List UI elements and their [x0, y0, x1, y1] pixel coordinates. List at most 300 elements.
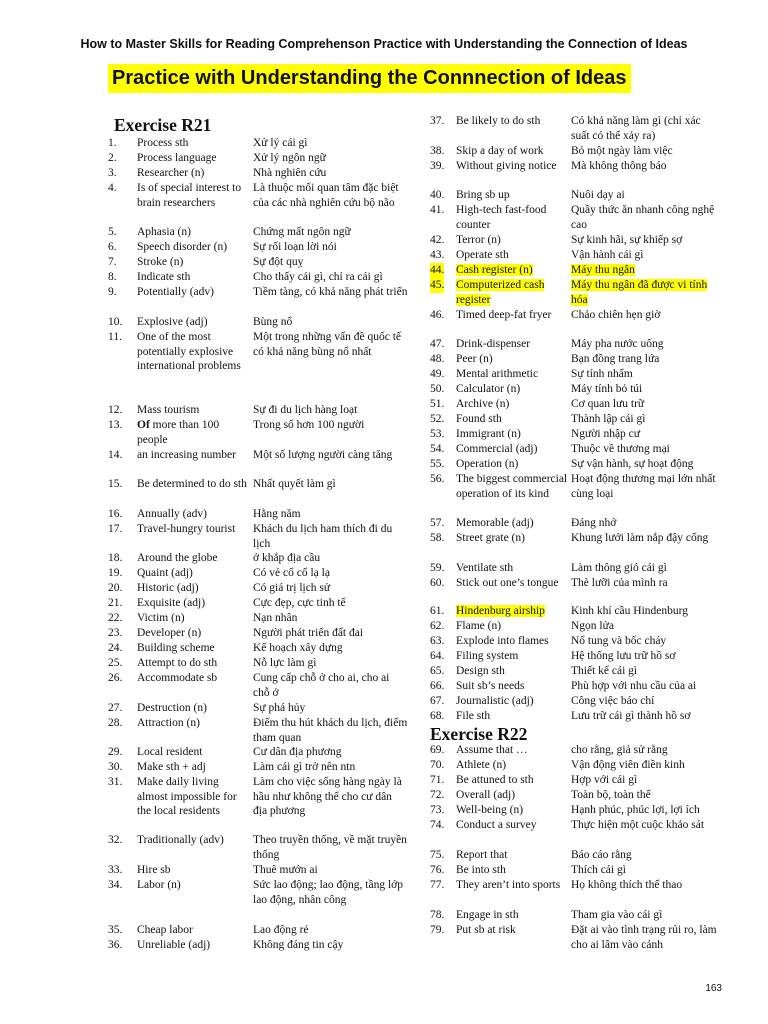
entry-meaning-text: Kinh khí cầu Hindenburg	[571, 605, 689, 617]
entry-number: 73.	[430, 804, 445, 816]
entry-meaning	[253, 477, 408, 492]
entry-number: 32.	[108, 834, 123, 846]
entry-meaning-text: Hạnh phúc, phúc lợi, lợi ích	[571, 804, 700, 816]
entry-term	[137, 671, 250, 686]
entry-term-text: Around the globe	[137, 552, 218, 564]
entry-meaning	[253, 878, 408, 907]
entry-meaning	[571, 576, 721, 591]
entry-number: 9.	[108, 286, 117, 298]
entry-number: 18.	[108, 552, 123, 564]
entry-term-text: Skip a day of work	[456, 145, 544, 157]
entry-term-text: Process language	[137, 152, 217, 164]
entry-term	[456, 248, 570, 263]
entry-number: 71.	[430, 774, 445, 786]
entry-term	[137, 315, 250, 330]
entry-term	[456, 188, 570, 203]
page-title: Practice with Understanding the Connnection of Ideas	[108, 64, 631, 93]
entry-term-text: High-tech fast-food counter	[456, 204, 547, 231]
entry-meaning	[253, 418, 408, 433]
entry-term-text: Terror (n)	[456, 234, 501, 246]
entry-number: 35.	[108, 924, 123, 936]
entry-term	[456, 159, 570, 174]
entry-number: 56.	[430, 473, 445, 485]
entry-meaning	[253, 566, 408, 581]
entry-term-text: Flame (n)	[456, 620, 502, 632]
entry-meaning-text: Điểm thu hút khách du lịch, điểm tham quan	[253, 717, 408, 744]
entry-meaning	[253, 507, 408, 522]
entry-meaning-text: Thích cái gì	[571, 864, 626, 876]
entry-meaning-text: Có giá trị lịch sử	[253, 582, 331, 594]
entry-meaning	[253, 151, 408, 166]
entry-term	[456, 144, 570, 159]
entry-term	[456, 649, 570, 664]
entry-term	[456, 561, 570, 576]
entry-meaning-text: Thuê mướn ai	[253, 864, 318, 876]
entry-term	[456, 576, 570, 591]
entry-term	[137, 701, 250, 716]
entry-meaning-text: Tham gia vào cái gì	[571, 909, 663, 921]
entry-meaning	[253, 938, 408, 953]
entry-meaning-text: Công việc báo chí	[571, 695, 655, 707]
entry-meaning	[571, 144, 721, 159]
entry-term-text: Explosive (adj)	[137, 316, 208, 328]
entry-term-text: Accommodate sb	[137, 672, 218, 684]
entry-number: 34.	[108, 879, 123, 891]
entry-term	[456, 604, 570, 619]
entry-term	[456, 531, 570, 546]
entry-term-text: Overall (adj)	[456, 789, 516, 801]
entry-term-text: Developer (n)	[137, 627, 202, 639]
entry-term	[456, 803, 570, 818]
entry-meaning	[571, 442, 721, 457]
entry-term-text: Athlete (n)	[456, 759, 507, 771]
entry-term	[137, 551, 250, 566]
entry-number: 24.	[108, 642, 123, 654]
entry-term-text: Speech disorder (n)	[137, 241, 228, 253]
entry-term-text: Attraction (n)	[137, 717, 200, 729]
entry-term	[456, 878, 570, 893]
entry-number: 47.	[430, 338, 445, 350]
entry-meaning-text: Nhà nghiên cứu	[253, 167, 327, 179]
entry-term-text: File sth	[456, 710, 491, 722]
entry-term-text: Process sth	[137, 137, 189, 149]
entry-term-text: Researcher (n)	[137, 167, 205, 179]
entry-term-text: Be likely to do sth	[456, 115, 541, 127]
entry-meaning	[571, 561, 721, 576]
entry-number: 59.	[430, 562, 445, 574]
entry-meaning-text: Làm cho việc sống hàng ngày là hầu như không thể cho cư dân địa phương	[253, 776, 402, 818]
entry-term	[456, 788, 570, 803]
entry-term	[137, 270, 250, 285]
entry-term-text: Make daily living almost impossible for the local residents	[137, 776, 237, 818]
entry-meaning	[571, 233, 721, 248]
entry-meaning	[253, 923, 408, 938]
entry-meaning-text: Phù hợp với nhu cầu của ai	[571, 680, 697, 692]
entry-meaning-text: Sự vận hành, sự hoạt động	[571, 458, 694, 470]
entry-term	[137, 596, 250, 611]
entry-term-text: Travel-hungry tourist	[137, 523, 236, 535]
entry-meaning-text: Đáng nhớ	[571, 517, 617, 529]
entry-term-text: Hindenburg airship	[456, 605, 545, 617]
entry-meaning-text: Vận hành cái gì	[571, 249, 644, 261]
entry-term-text: Cash register (n)	[456, 264, 533, 276]
entry-meaning	[253, 225, 408, 240]
entry-term	[456, 442, 570, 457]
entry-term	[137, 240, 250, 255]
entry-number: 48.	[430, 353, 445, 365]
entry-term-text: Local resident	[137, 746, 203, 758]
entry-number: 67.	[430, 695, 445, 707]
entry-number: 68.	[430, 710, 445, 722]
entry-number: 39.	[430, 160, 445, 172]
entry-term	[137, 878, 250, 893]
entry-meaning	[571, 248, 721, 263]
entry-term	[137, 403, 250, 418]
entry-meaning-text: Thuộc về thương mại	[571, 443, 670, 455]
entry-number: 23.	[108, 627, 123, 639]
entry-number: 29.	[108, 746, 123, 758]
entry-meaning-text: ở khắp địa cầu	[253, 552, 321, 564]
entry-term	[456, 863, 570, 878]
entry-term	[456, 278, 570, 307]
exercise-heading-r22: Exercise R22	[430, 724, 528, 744]
entry-meaning-text: Sự đi du lịch hàng loạt	[253, 404, 358, 416]
entry-meaning	[571, 382, 721, 397]
entry-term-text: Suit sb’s needs	[456, 680, 525, 692]
entry-term	[456, 308, 570, 323]
entry-number: 44.	[430, 264, 445, 276]
entry-meaning	[253, 671, 408, 700]
entry-meaning-text: Mà không thông báo	[571, 160, 667, 172]
entry-number: 14.	[108, 449, 123, 461]
entry-term	[456, 472, 570, 501]
entry-meaning-text: Thành lập cái gì	[571, 413, 646, 425]
entry-term-text: Stick out one’s tongue	[456, 577, 559, 589]
entry-term-text: Archive (n)	[456, 398, 510, 410]
entry-number: 52.	[430, 413, 445, 425]
entry-term	[137, 522, 250, 537]
entry-term	[137, 716, 250, 731]
entry-meaning-text: Bạn đồng trang lứa	[571, 353, 660, 365]
entry-term-text: Peer (n)	[456, 353, 493, 365]
page-number: 163	[705, 983, 722, 994]
entry-term	[456, 114, 570, 129]
entry-meaning-text: Sự rối loạn lời nói	[253, 241, 337, 253]
entry-meaning-text: Có vẻ cổ cổ lạ lạ	[253, 567, 330, 579]
entry-meaning-text: Sức lao động; lao động, tầng lớp lao động, nhân công	[253, 879, 403, 906]
entry-number: 4.	[108, 182, 117, 194]
entry-term-text: Labor (n)	[137, 879, 181, 891]
entry-meaning	[253, 181, 408, 210]
entry-term	[456, 619, 570, 634]
entry-number: 7.	[108, 256, 117, 268]
entry-term-text: Drink-dispenser	[456, 338, 531, 350]
entry-meaning	[253, 641, 408, 656]
entry-term	[137, 656, 250, 671]
entry-meaning-text: Nổ tung và bốc cháy	[571, 635, 667, 647]
entry-number: 62.	[430, 620, 445, 632]
entry-meaning-text: Hằng năm	[253, 508, 301, 520]
entry-meaning-text: Chảo chiên hẹn giờ	[571, 309, 661, 321]
entry-number: 72.	[430, 789, 445, 801]
entry-term-text: Computerized cash register	[456, 279, 545, 306]
entry-meaning	[253, 522, 408, 551]
entry-number: 19.	[108, 567, 123, 579]
entry-number: 63.	[430, 635, 445, 647]
entry-meaning	[253, 315, 408, 330]
entry-number: 8.	[108, 271, 117, 283]
entry-meaning	[571, 664, 721, 679]
entry-term	[456, 203, 570, 232]
entry-term-text: Report that	[456, 849, 508, 861]
entry-meaning-text: Làm thông gió cái gì	[571, 562, 667, 574]
entry-number: 40.	[430, 189, 445, 201]
entry-term-text: Attempt to do sth	[137, 657, 218, 669]
entry-term-text: Be attuned to sth	[456, 774, 534, 786]
entry-meaning	[253, 760, 408, 775]
entry-meaning	[571, 773, 721, 788]
entry-number: 79.	[430, 924, 445, 936]
entry-meaning	[571, 923, 721, 952]
entry-meaning-text: Họ không thích thể thao	[571, 879, 683, 891]
entry-meaning	[571, 531, 721, 546]
entry-meaning-text: Chứng mất ngôn ngữ	[253, 226, 351, 238]
entry-number: 28.	[108, 717, 123, 729]
entry-meaning	[571, 114, 721, 143]
entry-meaning	[571, 758, 721, 773]
entry-meaning	[571, 352, 721, 367]
entry-number: 42.	[430, 234, 445, 246]
entry-number: 5.	[108, 226, 117, 238]
entry-number: 41.	[430, 204, 445, 216]
entry-term-text: Immigrant (n)	[456, 428, 521, 440]
entry-meaning-text: Khung lưới làm nắp đậy cống	[571, 532, 709, 544]
entry-term	[456, 382, 570, 397]
entry-term	[137, 330, 250, 374]
entry-meaning	[253, 701, 408, 716]
entry-meaning	[571, 679, 721, 694]
entry-meaning-text: Máy pha nước uống	[571, 338, 664, 350]
entry-term-text: Operate sth	[456, 249, 509, 261]
entry-number: 16.	[108, 508, 123, 520]
entry-meaning	[571, 308, 721, 323]
entry-term-text: Stroke (n)	[137, 256, 184, 268]
entry-meaning	[571, 848, 721, 863]
entry-number: 77.	[430, 879, 445, 891]
entry-meaning-text: Cực đẹp, cực tinh tế	[253, 597, 346, 609]
entry-meaning-text: Sự kinh hãi, sự khiếp sợ	[571, 234, 683, 246]
entry-term	[456, 694, 570, 709]
entry-term-text: The biggest commercial operation of its kind	[456, 473, 568, 500]
entry-meaning-text: Hệ thống lưu trữ hồ sơ	[571, 650, 676, 662]
entry-meaning-text: Lao động rẻ	[253, 924, 309, 936]
entry-number: 10.	[108, 316, 123, 328]
entry-number: 30.	[108, 761, 123, 773]
entry-term-text: Without giving notice	[456, 160, 557, 172]
entry-term	[137, 581, 250, 596]
entry-meaning	[571, 457, 721, 472]
entry-meaning-text: Đặt ai vào tình trạng rủi ro, làm cho ai lâm vào cảnh	[571, 924, 717, 951]
entry-meaning	[253, 611, 408, 626]
entry-meaning-text: Sự đột quỵ	[253, 256, 304, 268]
entry-number: 22.	[108, 612, 123, 624]
entry-meaning	[253, 448, 408, 463]
entry-term-text: Is of special interest to brain researchers	[137, 182, 242, 209]
entry-term	[456, 337, 570, 352]
entry-meaning-text: Nhất quyết làm gì	[253, 478, 336, 490]
entry-meaning	[571, 803, 721, 818]
entry-number: 36.	[108, 939, 123, 951]
entry-term-text: Exquisite (adj)	[137, 597, 206, 609]
entry-meaning-text: Xử lý cái gì	[253, 137, 308, 149]
entry-meaning-text: Trong số hơn 100 người	[253, 419, 365, 431]
entry-term-text: Explode into flames	[456, 635, 549, 647]
entry-term	[456, 773, 570, 788]
entry-number: 64.	[430, 650, 445, 662]
entry-meaning	[571, 649, 721, 664]
entry-meaning	[571, 263, 721, 278]
entry-meaning	[253, 833, 408, 862]
entry-number: 12.	[108, 404, 123, 416]
entry-number: 3.	[108, 167, 117, 179]
entry-meaning	[253, 745, 408, 760]
entry-meaning	[253, 656, 408, 671]
entry-meaning	[571, 367, 721, 382]
entry-term	[456, 397, 570, 412]
entry-meaning-text: Không đáng tin cậy	[253, 939, 344, 951]
entry-meaning-text: Máy thu ngân đã được vi tính hóa	[571, 279, 708, 306]
entry-meaning-text: Một số lượng người càng tăng	[253, 449, 393, 461]
entry-term-text: an increasing number	[137, 449, 236, 461]
entry-term-text: Victim (n)	[137, 612, 185, 624]
entry-number: 26.	[108, 672, 123, 684]
entry-meaning	[571, 278, 721, 307]
entry-meaning-text: Toàn bộ, toàn thể	[571, 789, 651, 801]
entry-meaning-text: Cư dân địa phương	[253, 746, 342, 758]
entry-number: 57.	[430, 517, 445, 529]
running-header: How to Master Skills for Reading Comprehenson Practice with Understanding the Connection of Ideas	[80, 37, 688, 51]
entry-term-text: Traditionally (adv)	[137, 834, 224, 846]
entry-meaning-text: Máy thu ngân	[571, 264, 635, 276]
entry-term	[456, 516, 570, 531]
entry-meaning	[571, 634, 721, 649]
entry-term-text: Calculator (n)	[456, 383, 521, 395]
entry-meaning-text: Cơ quan lưu trữ	[571, 398, 645, 410]
entry-number: 51.	[430, 398, 445, 410]
entry-meaning-text: Vận động viên điền kinh	[571, 759, 685, 771]
entry-term	[137, 181, 250, 210]
entry-meaning-text: Tiềm tàng, có khả năng phát triển	[253, 286, 408, 298]
entry-meaning	[571, 397, 721, 412]
entry-meaning	[253, 581, 408, 596]
entry-term-text: Quaint (adj)	[137, 567, 193, 579]
entry-meaning	[571, 472, 721, 501]
entry-number: 74.	[430, 819, 445, 831]
entry-term-text: Street grate (n)	[456, 532, 525, 544]
entry-term	[456, 427, 570, 442]
entry-number: 76.	[430, 864, 445, 876]
entry-meaning-text: cho rằng, giả sử rằng	[571, 744, 668, 756]
entry-meaning	[253, 240, 408, 255]
entry-term	[137, 566, 250, 581]
entry-meaning	[253, 330, 408, 359]
entry-number: 38.	[430, 145, 445, 157]
entry-meaning	[571, 709, 721, 724]
entry-meaning-text: Quầy thức ăn nhanh công nghệ cao	[571, 204, 715, 231]
entry-meaning	[253, 270, 408, 285]
entry-term-text: Mental arithmetic	[456, 368, 539, 380]
entry-term-text: Building scheme	[137, 642, 215, 654]
entry-meaning	[253, 775, 408, 819]
entry-meaning	[253, 285, 408, 300]
entry-term-text: Timed deep-fat fryer	[456, 309, 552, 321]
entry-number: 33.	[108, 864, 123, 876]
entry-term-text: Aphasia (n)	[137, 226, 191, 238]
entry-term-text: Assume that …	[456, 744, 528, 756]
entry-meaning	[253, 716, 408, 745]
entry-term	[456, 758, 570, 773]
entry-meaning-text: Sự phá hủy	[253, 702, 306, 714]
entry-term	[137, 626, 250, 641]
entry-number: 49.	[430, 368, 445, 380]
entry-meaning-text: Hoạt động thương mại lớn nhất cùng loại	[571, 473, 716, 500]
entry-term-text: Unreliable (adj)	[137, 939, 211, 951]
entry-term-text: Historic (adj)	[137, 582, 199, 594]
entry-meaning	[571, 863, 721, 878]
entry-meaning	[571, 412, 721, 427]
entry-term-text: Put sb at risk	[456, 924, 516, 936]
entry-term	[456, 664, 570, 679]
entry-number: 58.	[430, 532, 445, 544]
entry-term-text: Design sth	[456, 665, 505, 677]
entry-number: 46.	[430, 309, 445, 321]
entry-meaning-text: Hợp với cái gì	[571, 774, 638, 786]
entry-term-text: Be determined to do sth	[137, 478, 247, 490]
entry-meaning-text: Xử lý ngôn ngữ	[253, 152, 326, 164]
entry-number: 70.	[430, 759, 445, 771]
entry-term	[137, 775, 250, 819]
entry-meaning	[571, 203, 721, 232]
entry-meaning-text: Nạn nhân	[253, 612, 298, 624]
entry-meaning-text: Khách du lịch ham thích đi du lịch	[253, 523, 393, 550]
entry-term	[137, 255, 250, 270]
entry-term	[456, 848, 570, 863]
entry-number: 53.	[430, 428, 445, 440]
entry-meaning-text: Làm cái gì trở nên ntn	[253, 761, 356, 773]
entry-term-text: Ventilate sth	[456, 562, 514, 574]
entry-meaning	[253, 136, 408, 151]
entry-term	[456, 457, 570, 472]
entry-number: 61.	[430, 605, 445, 617]
entry-number: 2.	[108, 152, 117, 164]
entry-meaning-text: Báo cáo rằng	[571, 849, 632, 861]
entry-term	[137, 611, 250, 626]
entry-number: 21.	[108, 597, 123, 609]
entry-term	[456, 679, 570, 694]
entry-meaning-text: Một trong những vấn đề quốc tế có khả năng bùng nổ nhất	[253, 331, 402, 358]
entry-term	[456, 352, 570, 367]
entry-term	[137, 833, 250, 848]
entry-meaning	[253, 551, 408, 566]
entry-number: 45.	[430, 279, 445, 291]
entry-meaning	[571, 159, 721, 174]
entry-number: 27.	[108, 702, 123, 714]
entry-meaning-text: Thực hiện một cuộc khảo sát	[571, 819, 705, 831]
entry-term-text: Memorable (adj)	[456, 517, 534, 529]
entry-number: 31.	[108, 776, 123, 788]
entry-meaning-text: Nuôi dạy ai	[571, 189, 625, 201]
entry-term	[456, 908, 570, 923]
